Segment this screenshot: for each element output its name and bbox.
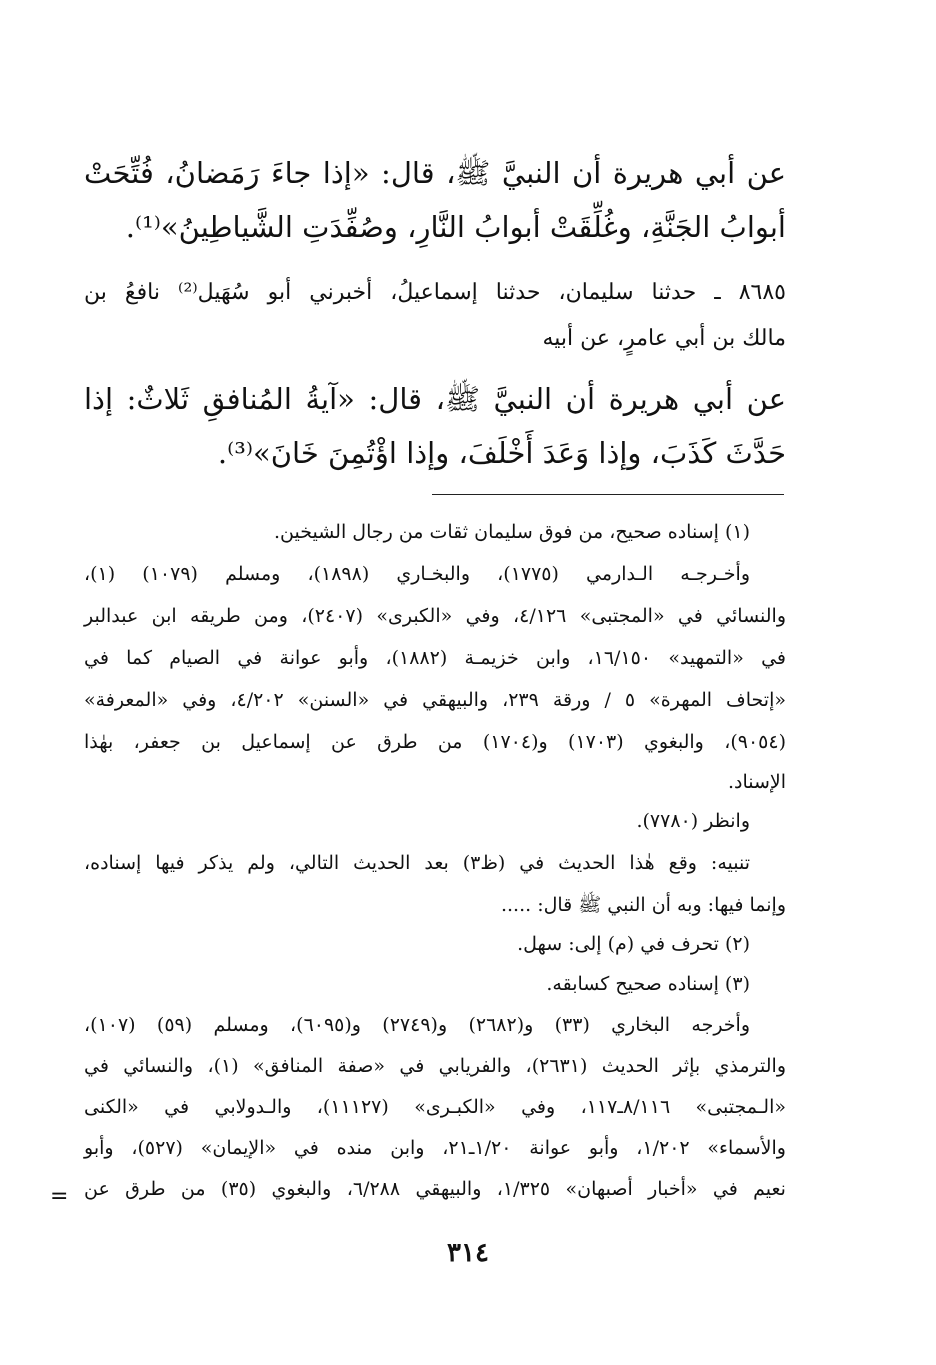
- footnote-line: (٢) تحرف في (م) إلى: سهل.: [517, 933, 750, 955]
- hadith-8685-isnad-line-1: ٨٦٨٥ ـ حدثنا سليمان، حدثنا إسماعيلُ، أخبرني أبو سُهَيل⁽²⁾ نافعُ بن: [84, 280, 786, 305]
- footnote-line: نعيم في «أخبار أصبهان» ١/٣٢٥، والبيهقي ٦/٢٨٨، والبغوي (٣٥) من طرق عن: [84, 1178, 786, 1200]
- hadith-8685-isnad-line-2: مالك بن أبي عامرٍ، عن أبيه: [542, 326, 786, 351]
- page-number: ٣١٤: [447, 1238, 489, 1268]
- hadith-8685-line-2: حَدَّثَ كَذَبَ، وإذا وَعَدَ أَخْلَفَ، وإذا اؤْتُمِنَ خَانَ»⁽³⁾.: [217, 436, 786, 470]
- footnote-line: (١) إسناده صحيح، من فوق سليمان ثقات من رجال الشيخين.: [273, 521, 750, 543]
- footnote-line: والنسائي في «المجتبى» ٤/١٢٦، وفي «الكبرى» (٢٤٠٧)، ومن طريقه ابن عبدالبر: [84, 605, 787, 627]
- footnote-line: والترمذي بإثر الحديث (٢٦٣١)، والفريابي في «صفة المنافق» (١)، والنسائي في: [84, 1055, 786, 1077]
- footnote-line: «إتحاف المهرة» ٥ / ورقة ٢٣٩، والبيهقي في «السنن» ٤/٢٠٢، وفي «المعرفة»: [84, 689, 786, 711]
- footnote-separator: [432, 494, 784, 495]
- footnote-line: في «التمهيد» ١٦/١٥٠، وابن خزيمـة (١٨٨٢)، وأبو عوانة في الصيام كما في: [84, 647, 787, 669]
- hadith-8684-line-2: أبوابُ الجَنَّةِ، وغُلِّقَتْ أبوابُ النَّارِ، وصُفِّدَتِ الشَّياطِينُ»⁽¹⁾.: [125, 210, 786, 244]
- footnote-line: «الـمجتبى» ٨/١١٦ـ١١٧، وفي «الكبـرى» (١١١٢٧)، والـدولابي في «الكنى: [84, 1096, 786, 1118]
- footnote-line: تنبيه: وقع هٰذا الحديث في (ظ٣) بعد الحديث التالي، ولم يذكر فيها إسناده،: [84, 852, 750, 874]
- hadith-8685-line-1: عن أبي هريرة أن النبيَّ ﷺ، قال: «آيةُ المُنافقِ ثَلاثٌ: إذا: [84, 382, 786, 416]
- footnote-line: وأخرجه البخاري (٣٣) و(٢٦٨٢) و(٢٧٤٩) و(٦٠٩٥)، ومسلم (٥٩) (١٠٧)،: [84, 1014, 751, 1036]
- hadith-8684-line-1: عن أبي هريرة أن النبيَّ ﷺ، قال: «إذا جاءَ رَمَضانُ، فُتِّحَتْ: [84, 156, 786, 190]
- footnote-line: وأخـرجـه الـدارمي (١٧٧٥)، والبخـاري (١٨٩٨)، ومسلم (١٠٧٩) (١)،: [84, 563, 750, 585]
- footnote-line: وإنما فيها: وبه أن النبي ﷺ قال: .....: [500, 894, 786, 916]
- continuation-mark: =: [50, 1184, 69, 1209]
- footnote-line: وانظر (٧٧٨٠).: [636, 810, 750, 832]
- footnote-line: (٩٠٥٤)، والبغوي (١٧٠٣) و(١٧٠٤) من طرق عن إسماعيل بن جعفر، بهٰذا: [84, 731, 786, 753]
- footnote-line: (٣) إسناده صحيح كسابقه.: [546, 973, 750, 995]
- footnote-line: والأسماء» ١/٢٠٢، وأبو عوانة ١/٢٠ـ٢١، وابن منده في «الإيمان» (٥٢٧)، وأبو: [84, 1137, 786, 1159]
- footnote-line: الإسناد.: [727, 771, 786, 793]
